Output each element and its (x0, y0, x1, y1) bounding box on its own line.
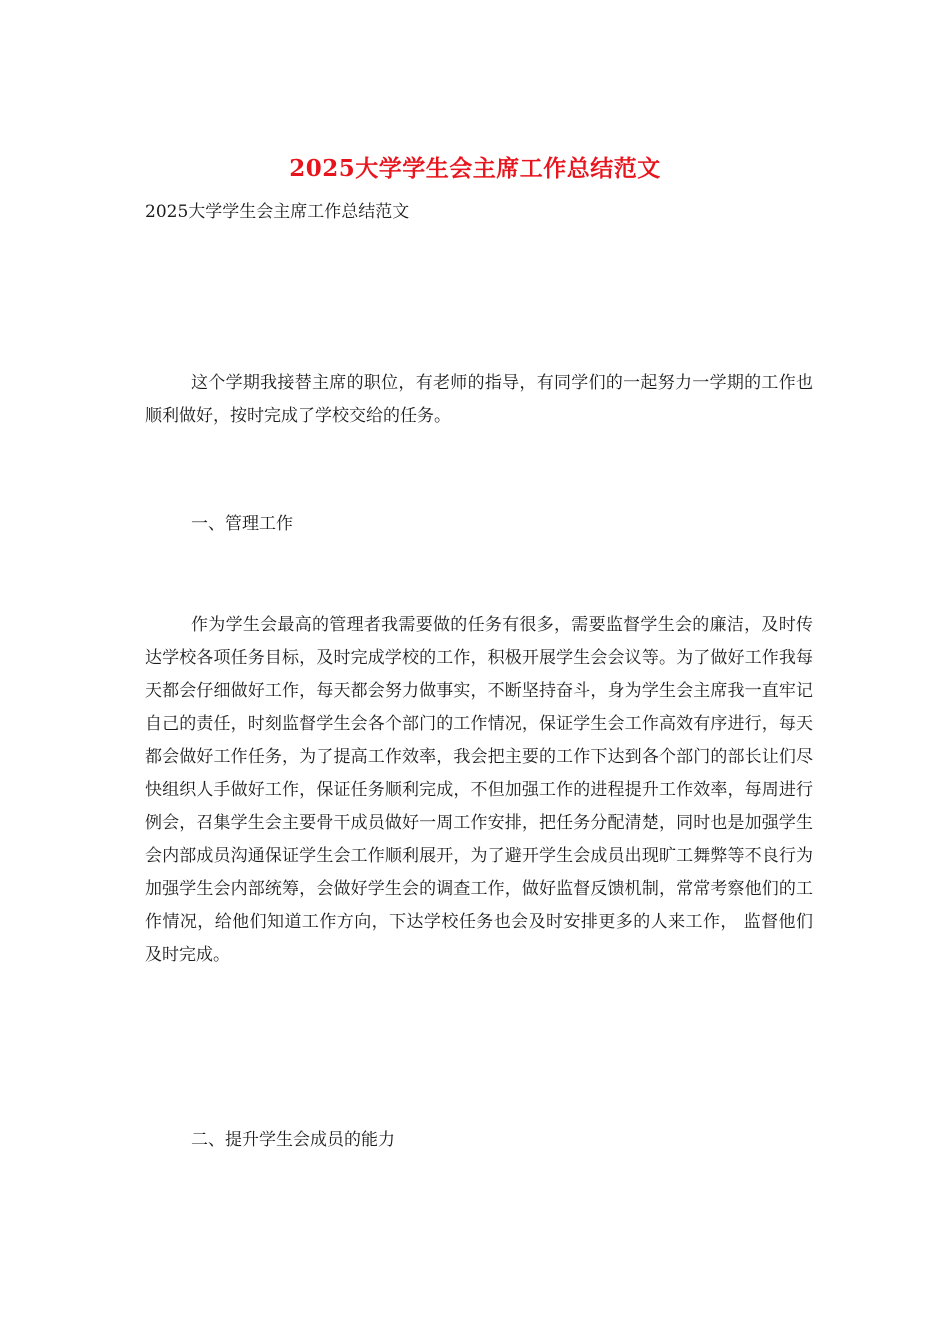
intro-paragraph: 这个学期我接替主席的职位，有老师的指导，有同学们的一起努力一学期的工作也顺利做好，按时完成了学校交给的任务。 (145, 373, 813, 426)
document-subtitle: 2025大学学生会主席工作总结范文 (145, 202, 410, 222)
management-paragraph: 作为学生会最高的管理者我需要做的任务有很多，需要监督学生会的廉洁，及时传达学校各项任务目标，及时完成学校的工作，积极开展学生会会议等。为了做好工作我每天都会仔细做好工作，每天都会努力做事实，不断坚持奋斗，身为学生会主席我一直牢记自己的责任，时刻监督学生会各个部门的工作情况，保证学生会工作高效有序进行，每天都会做好工作任务，为了提高工作效率，我会把主要的工作下达到各个部门的部长让们尽快组织人手做好工作，保证任务顺利完成，不但加强工作的进程提升工作效率，每周进行例会，召集学生会主要骨干成员做好一周工作安排，把任务分配清楚，同时也是加强学生会内部成员沟通保证学生会工作顺利展开，为了避开学生会成员出现旷工舞弊等不良行为加强学生会内部统筹，会做好学生会的调查工作，做好监督反馈机制，常常考察他们的工作情况，给他们知道工作方向，下达学校任务也会及时安排更多的人来工作， 监督他们及时完成。 (145, 615, 813, 965)
section-heading-management: 一、管理工作 (191, 514, 293, 534)
document-title: 2025大学学生会主席工作总结范文 (289, 155, 661, 182)
section-heading-ability: 二、提升学生会成员的能力 (191, 1130, 395, 1150)
